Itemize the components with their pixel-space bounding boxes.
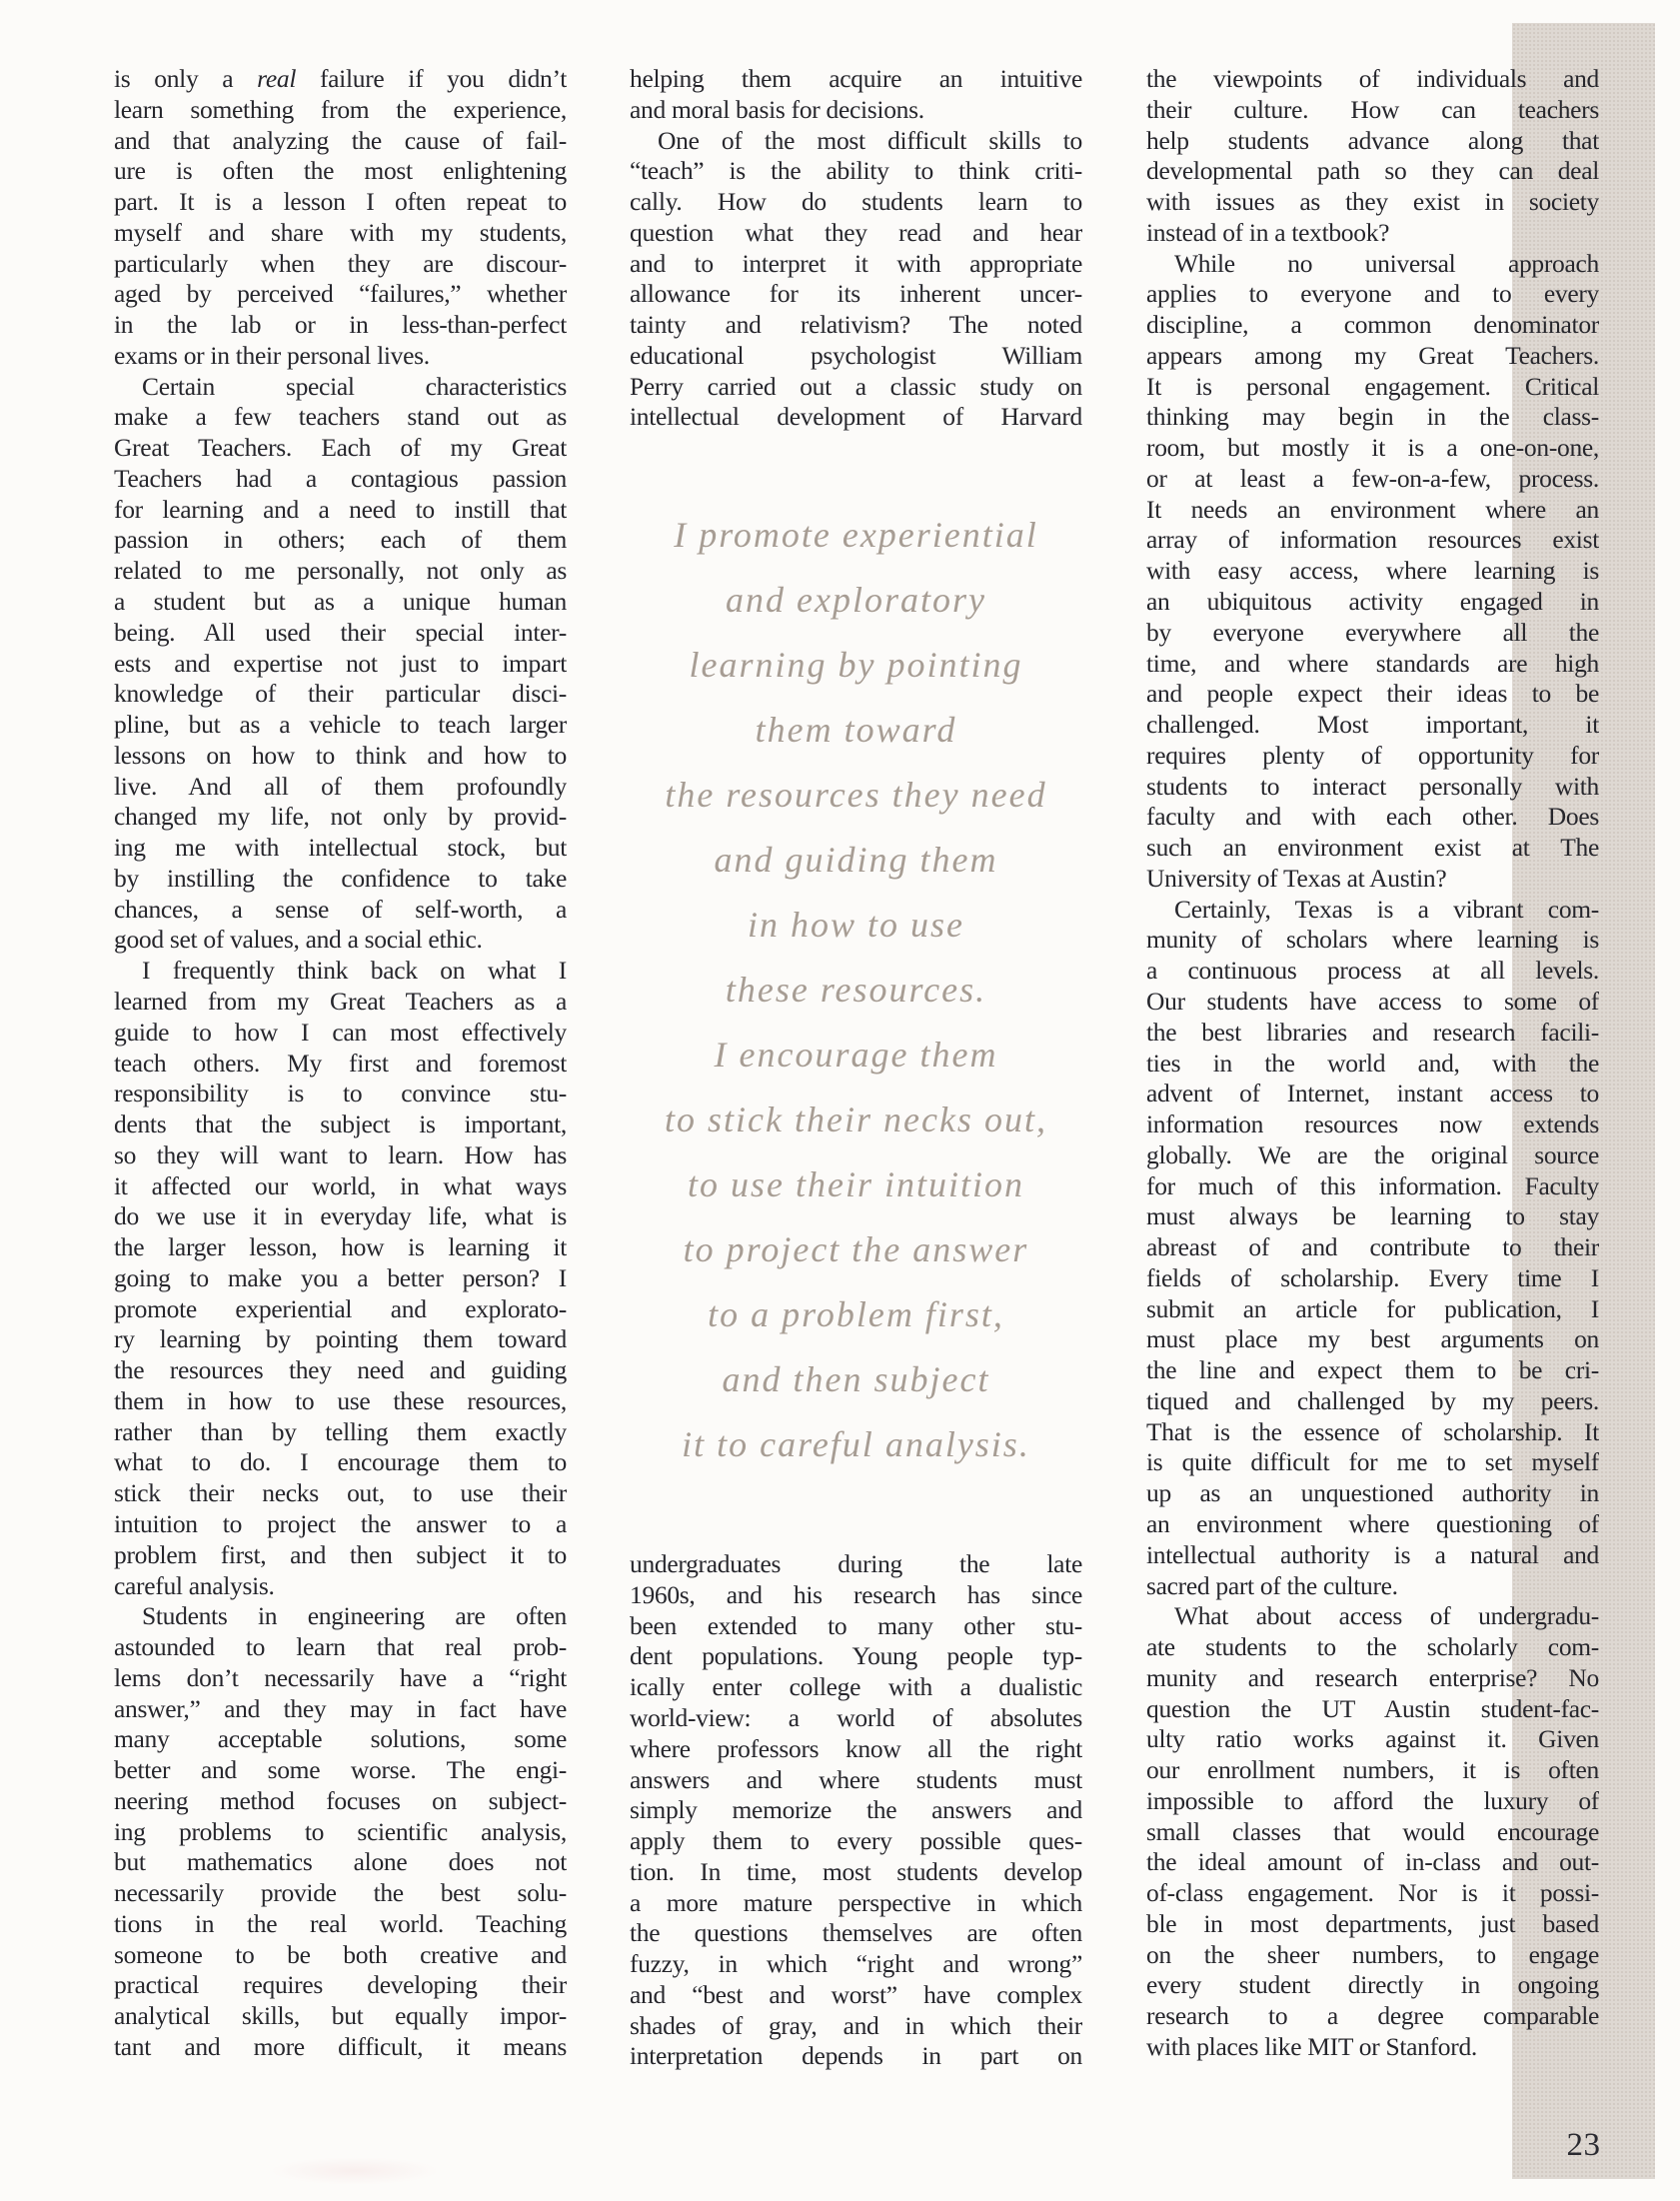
text-line: for much of this information. Faculty (1146, 1170, 1599, 1200)
text-line: so they will want to learn. How has (114, 1139, 567, 1169)
text-line: impossible to afford the luxury of (1146, 1785, 1599, 1815)
text-line: and people expect their ideas to be (1146, 679, 1599, 709)
text-line: University of Texas at Austin? (1146, 863, 1447, 893)
text-line: teach others. My first and foremost (114, 1048, 567, 1078)
text-line: shades of gray, and in which their (630, 2010, 1082, 2040)
text-line: sacred part of the culture. (1146, 1570, 1398, 1600)
text-line: Perry carried out a classic study on (630, 371, 1082, 401)
text-line: the ideal amount of in-class and out- (1146, 1847, 1599, 1877)
pull-quote-line: the resources they need (665, 775, 1047, 816)
text-line: learn something from the experience, (114, 94, 567, 124)
text-line: going to make you a better person? I (114, 1262, 567, 1292)
text-line: related to me personally, not only as (114, 556, 567, 586)
text-line: up as an unquestioned authority in (1146, 1478, 1599, 1508)
text-line: apply them to every possible ques- (630, 1826, 1082, 1856)
text-line: them in how to use these resources, (114, 1385, 567, 1415)
text-line: interpretation depends in part on (630, 2041, 1082, 2071)
text-line: the resources they need and guiding (114, 1355, 567, 1385)
text-line: lessons on how to think and how to (114, 740, 567, 770)
column-right (1146, 64, 1599, 2063)
pull-quote-line: and exploratory (726, 580, 986, 621)
text-line: tant and more difficult, it means (114, 2032, 567, 2061)
text-line: ing problems to scientific analysis, (114, 1816, 567, 1846)
text-line: intuition to project the answer to a (114, 1508, 567, 1538)
text-line: is only a real failure if you didn’t (114, 64, 567, 93)
text-line: such an environment exist at The (1146, 833, 1599, 863)
text-line: live. And all of them profoundly (114, 771, 567, 801)
text-line: One of the most difficult skills to (658, 125, 1082, 155)
text-line: It is personal engagement. Critical (1146, 371, 1599, 401)
text-line: neering method focuses on subject- (114, 1785, 567, 1815)
text-line: world-view: a world of absolutes (630, 1703, 1082, 1733)
text-line: question the UT Austin student-fac- (1146, 1693, 1599, 1723)
text-line: ulty ratio works against it. Given (1146, 1724, 1599, 1754)
text-line: many acceptable solutions, some (114, 1724, 567, 1754)
text-line: a more mature perspective in which (630, 1887, 1082, 1917)
text-line: passion in others; each of them (114, 525, 567, 555)
text-line: changed my life, not only by provid- (114, 802, 567, 832)
text-line: promote experiential and explorato- (114, 1293, 567, 1323)
text-line: undergraduates during the late (630, 1549, 1082, 1579)
pull-quote-line: I promote experiential (674, 515, 1038, 556)
text-line: and “best and worst” have complex (630, 1979, 1082, 2009)
text-line: cally. How do students learn to (630, 187, 1082, 217)
text-line: tainty and relativism? The noted (630, 310, 1082, 340)
text-line: by instilling the confidence to take (114, 863, 567, 893)
text-line: 1960s, and his research has since (630, 1579, 1082, 1609)
text-line: and that analyzing the cause of fail- (114, 125, 567, 155)
text-line: question what they read and hear (630, 217, 1082, 247)
text-line: the line and expect them to be cri- (1146, 1355, 1599, 1385)
text-line: make a few teachers stand out as (114, 402, 567, 432)
text-line: the viewpoints of individuals and (1146, 64, 1599, 93)
text-line: the questions themselves are often (630, 1918, 1082, 1948)
text-line: I frequently think back on what I (142, 956, 567, 986)
text-line: learned from my Great Teachers as a (114, 986, 567, 1016)
pull-quote-line: to project the answer (683, 1229, 1029, 1270)
text-line: Certain special characteristics (142, 371, 567, 401)
pull-quote-line: these resources. (725, 970, 987, 1011)
text-line: ing me with intellectual stock, but (114, 833, 567, 863)
text-line: with issues as they exist in society (1146, 187, 1599, 217)
pull-quote-line: and then subject (722, 1359, 990, 1400)
text-line: what to do. I encourage them to (114, 1447, 567, 1477)
text-line: Teachers had a contagious passion (114, 463, 567, 493)
text-line: our enrollment numbers, it is often (1146, 1755, 1599, 1785)
pull-quote-line: it to careful analysis. (682, 1424, 1030, 1465)
text-line: problem first, and then subject it to (114, 1539, 567, 1569)
column-left (114, 64, 567, 2063)
text-line: chances, a sense of self-worth, a (114, 894, 567, 924)
text-line: discipline, a common denominator (1146, 310, 1599, 340)
text-line: myself and share with my students, (114, 217, 567, 247)
text-line: Students in engineering are often (142, 1601, 567, 1631)
text-line: astounded to learn that real prob- (114, 1632, 567, 1662)
text-line: requires plenty of opportunity for (1146, 740, 1599, 770)
text-line: analytical skills, but equally impor- (114, 2001, 567, 2031)
column-middle (630, 64, 1082, 2072)
text-line: is quite difficult for me to set myself (1146, 1447, 1599, 1477)
text-line: rather than by telling them exactly (114, 1416, 567, 1446)
text-line: with places like MIT or Stanford. (1146, 2032, 1477, 2061)
text-line: but mathematics alone does not (114, 1847, 567, 1877)
text-line: with easy access, where learning is (1146, 556, 1599, 586)
text-line: stick their necks out, to use their (114, 1478, 567, 1508)
text-line: dents that the subject is important, (114, 1109, 567, 1139)
text-line: information resources now extends (1146, 1109, 1599, 1139)
text-line: must place my best arguments on (1146, 1324, 1599, 1354)
text-line: particularly when they are discour- (114, 248, 567, 278)
text-line: thinking may begin in the class- (1146, 402, 1599, 432)
text-line: necessarily provide the best solu- (114, 1878, 567, 1908)
text-line: globally. We are the original source (1146, 1139, 1599, 1169)
text-line: challenged. Most important, it (1146, 710, 1599, 740)
text-line: allowance for its inherent uncer- (630, 279, 1082, 309)
text-line: ties in the world and, with the (1146, 1048, 1599, 1078)
text-line: tion. In time, most students develop (630, 1856, 1082, 1886)
pull-quote-line: them toward (755, 710, 957, 751)
text-line: developmental path so they can deal (1146, 156, 1599, 186)
text-line: by everyone everywhere all the (1146, 617, 1599, 647)
text-line: room, but mostly it is a one-on-one, (1146, 433, 1599, 463)
pull-quote-line: to stick their necks out, (665, 1100, 1047, 1140)
text-line: aged by perceived “failures,” whether (114, 279, 567, 309)
text-line: been extended to many other stu- (630, 1610, 1082, 1640)
text-line: or at least a few-on-a-few, process. (1146, 463, 1599, 493)
text-line: pline, but as a vehicle to teach larger (114, 710, 567, 740)
text-line: practical requires developing their (114, 1970, 567, 2000)
text-line: being. All used their special inter- (114, 617, 567, 647)
pull-quote-line: learning by pointing (689, 645, 1023, 686)
text-line: tions in the real world. Teaching (114, 1908, 567, 1938)
text-line: an environment where questioning of (1146, 1508, 1599, 1538)
text-line: helping them acquire an intuitive (630, 64, 1082, 93)
pull-quote-line: in how to use (747, 905, 964, 946)
text-line: munity and research enterprise? No (1146, 1662, 1599, 1692)
text-line: on the sheer numbers, to engage (1146, 1939, 1599, 1969)
text-line: intellectual authority is a natural and (1146, 1539, 1599, 1569)
text-line: part. It is a lesson I often repeat to (114, 187, 567, 217)
text-line: simply memorize the answers and (630, 1795, 1082, 1825)
text-line: must always be learning to stay (1146, 1201, 1599, 1231)
text-line: answers and where students must (630, 1764, 1082, 1794)
text-line: ically enter college with a dualistic (630, 1672, 1082, 1702)
text-line: help students advance along that (1146, 125, 1599, 155)
text-line: an ubiquitous activity engaged in (1146, 587, 1599, 617)
text-line: What about access of undergradu- (1174, 1601, 1599, 1631)
text-line: better and some worse. The engi- (114, 1755, 567, 1785)
text-line: dent populations. Young people typ- (630, 1641, 1082, 1671)
pull-quote-line: to a problem first, (708, 1294, 1004, 1335)
text-line: every student directly in ongoing (1146, 1970, 1599, 2000)
text-line: “teach” is the ability to think criti- (630, 156, 1082, 186)
text-line: Our students have access to some of (1146, 986, 1599, 1016)
text-line: munity of scholars where learning is (1146, 925, 1599, 955)
text-line: faculty and with each other. Does (1146, 802, 1599, 832)
text-line: applies to everyone and to every (1146, 279, 1599, 309)
text-line: fuzzy, in which “right and wrong” (630, 1949, 1082, 1979)
text-line: and to interpret it with appropriate (630, 248, 1082, 278)
text-line: Certainly, Texas is a vibrant com- (1174, 894, 1599, 924)
scan-artifact (270, 2157, 440, 2185)
text-line: the best libraries and research facili- (1146, 1017, 1599, 1047)
text-line: knowledge of their particular disci- (114, 679, 567, 709)
text-line: fields of scholarship. Every time I (1146, 1262, 1599, 1292)
page-number: 23 (1566, 2127, 1601, 2163)
text-line: submit an article for publication, I (1146, 1293, 1599, 1323)
text-line: students to interact personally with (1146, 771, 1599, 801)
text-line: advent of Internet, instant access to (1146, 1079, 1599, 1108)
text-line: exams or in their personal lives. (114, 340, 430, 370)
text-line: responsibility is to convince stu- (114, 1079, 567, 1108)
text-line: someone to be both creative and (114, 1939, 567, 1969)
text-line: array of information resources exist (1146, 525, 1599, 555)
text-line: small classes that would encourage (1146, 1816, 1599, 1846)
text-line: the larger lesson, how is learning it (114, 1232, 567, 1262)
text-line: ure is often the most enlightening (114, 156, 567, 186)
text-line: a continuous process at all levels. (1146, 956, 1599, 986)
text-line: it affected our world, in what ways (114, 1170, 567, 1200)
text-line: guide to how I can most effectively (114, 1017, 567, 1047)
text-line: and moral basis for decisions. (630, 94, 924, 124)
text-line: careful analysis. (114, 1570, 275, 1600)
text-line: ate students to the scholarly com- (1146, 1632, 1599, 1662)
text-line: where professors know all the right (630, 1733, 1082, 1763)
text-line: a student but as a unique human (114, 587, 567, 617)
text-line: time, and where standards are high (1146, 648, 1599, 678)
text-line: lems don’t necessarily have a “right (114, 1662, 567, 1692)
pull-quote-line: and guiding them (714, 840, 998, 881)
text-line: their culture. How can teachers (1146, 94, 1599, 124)
text-line: ry learning by pointing them toward (114, 1324, 567, 1354)
pull-quote-line: I encourage them (714, 1035, 998, 1076)
pull-quote-line: to use their intuition (688, 1164, 1024, 1205)
text-line: ests and expertise not just to impart (114, 648, 567, 678)
text-line: do we use it in everyday life, what is (114, 1201, 567, 1231)
text-line: tiqued and challenged by my peers. (1146, 1385, 1599, 1415)
text-line: educational psychologist William (630, 340, 1082, 370)
pull-quote (630, 503, 1082, 1477)
text-line: abreast of and contribute to their (1146, 1232, 1599, 1262)
text-line: instead of in a textbook? (1146, 217, 1390, 247)
text-line: Great Teachers. Each of my Great (114, 433, 567, 463)
text-line: answer,” and they may in fact have (114, 1693, 567, 1723)
text-line: That is the essence of scholarship. It (1146, 1416, 1599, 1446)
text-line: It needs an environment where an (1146, 494, 1599, 524)
text-line: good set of values, and a social ethic. (114, 925, 483, 955)
text-line: appears among my Great Teachers. (1146, 340, 1599, 370)
text-line: for learning and a need to instill that (114, 494, 567, 524)
text-line: intellectual development of Harvard (630, 402, 1082, 432)
text-line: ble in most departments, just based (1146, 1908, 1599, 1938)
text-line: research to a degree comparable (1146, 2001, 1599, 2031)
text-line: in the lab or in less-than-perfect (114, 310, 567, 340)
text-line: of-class engagement. Nor is it possi- (1146, 1878, 1599, 1908)
text-line: While no universal approach (1174, 248, 1599, 278)
